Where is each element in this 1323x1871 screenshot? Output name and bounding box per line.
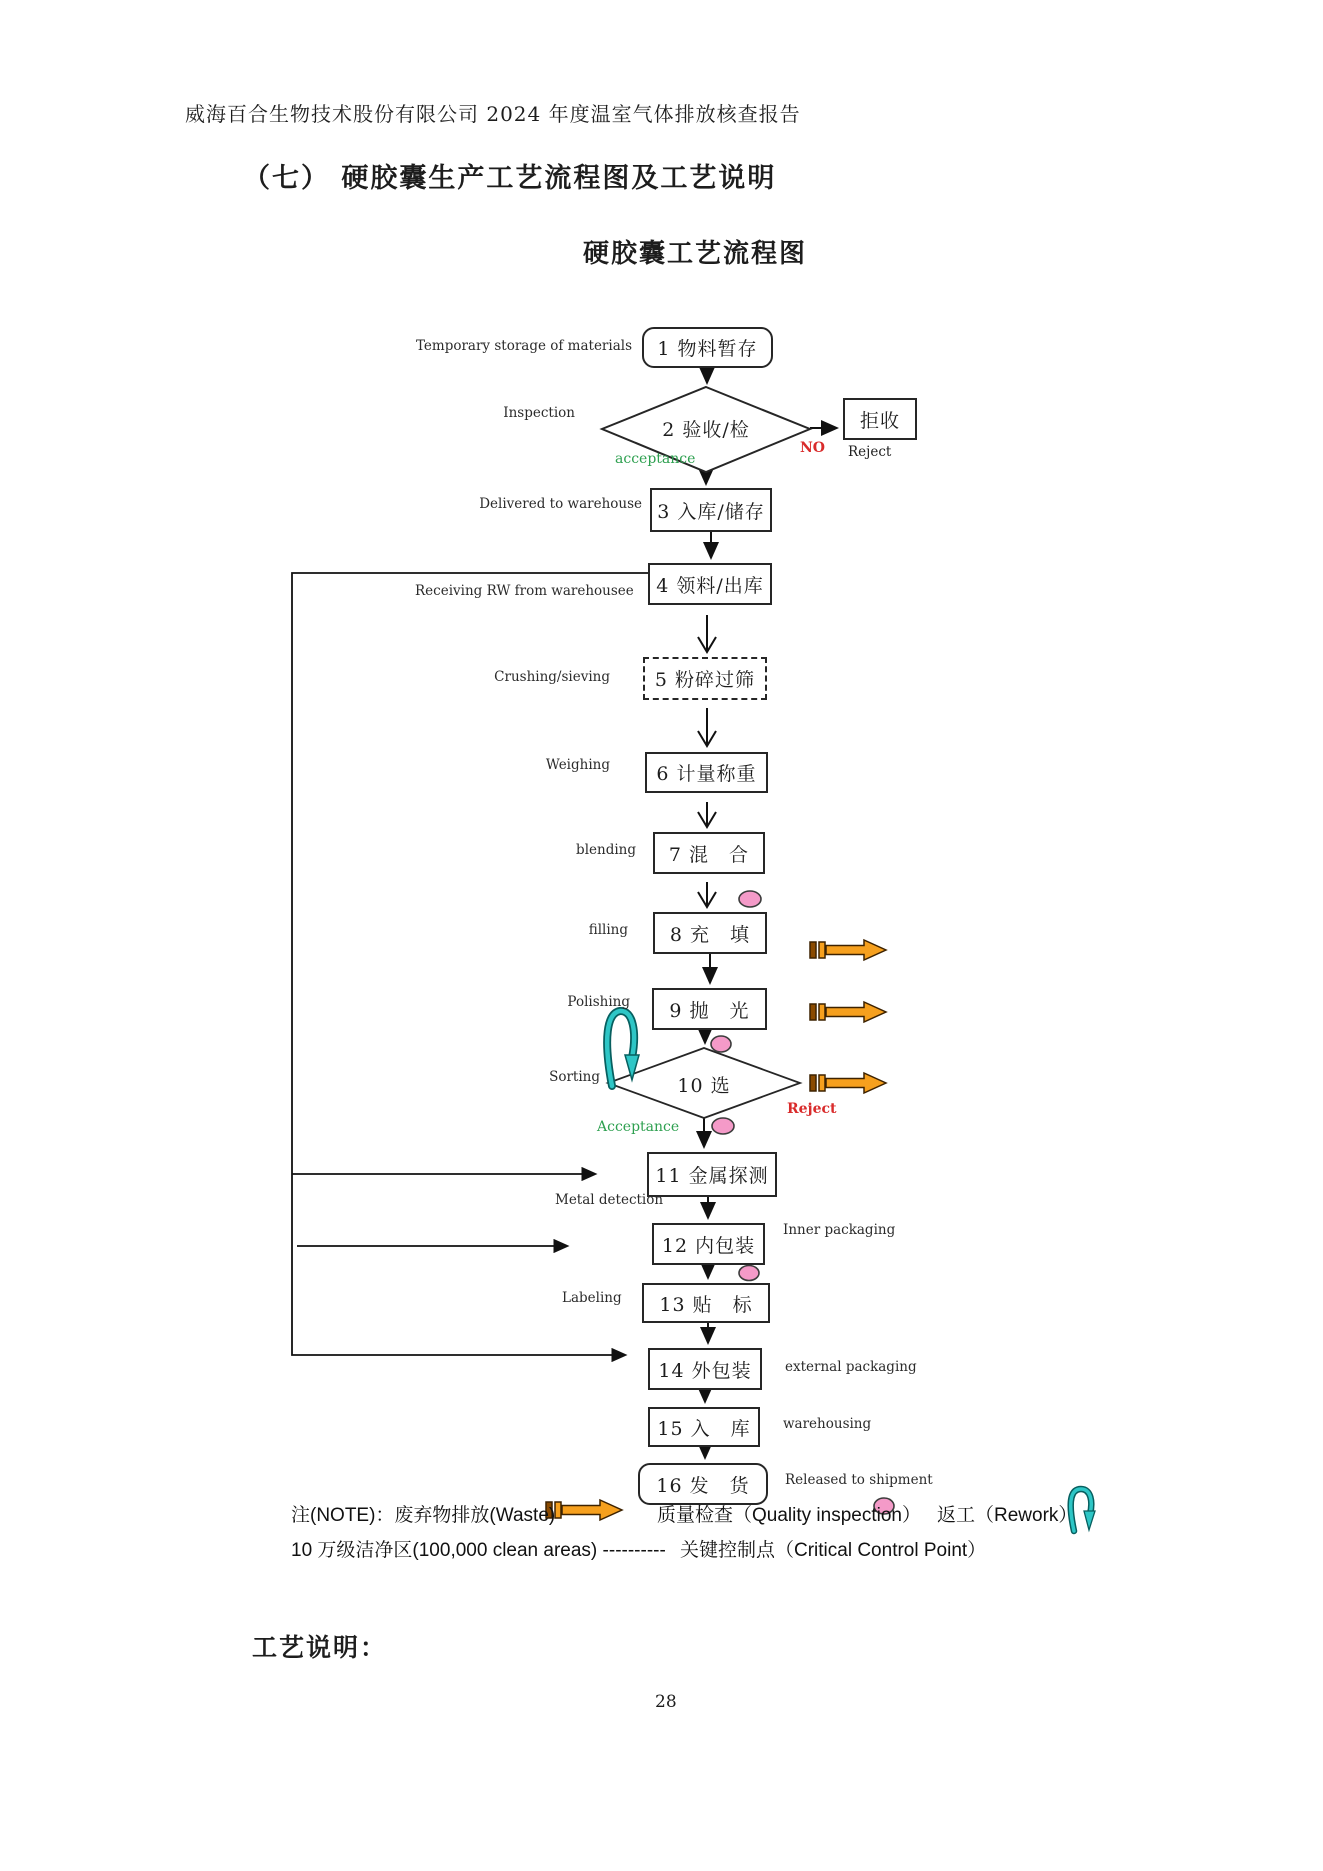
side-label-receiving: Receiving RW from warehousee xyxy=(415,583,634,599)
section-title: （七） 硬胶囊生产工艺流程图及工艺说明 xyxy=(243,163,777,194)
label-reject-red: Reject xyxy=(787,1101,837,1117)
legend-clean-area: 10 万级洁净区(100,000 clean areas) ---------- xyxy=(291,1540,666,1561)
report-header: 威海百合生物技术股份有限公司 2024 年度温室气体排放核查报告 xyxy=(185,102,801,126)
legend-ccp: 关键控制点（Critical Control Point） xyxy=(680,1540,987,1561)
side-label-released: Released to shipment xyxy=(785,1472,933,1488)
legend-rework: 返工（Rework） xyxy=(937,1505,1078,1526)
side-label-delivered: Delivered to warehouse xyxy=(479,496,642,512)
side-label-inspection: Inspection xyxy=(503,405,575,421)
side-label-warehousing: warehousing xyxy=(783,1416,872,1432)
flow-node-16: 16 发 货 xyxy=(638,1463,768,1505)
side-label-sorting: Sorting xyxy=(549,1069,600,1085)
side-label-weighing: Weighing xyxy=(545,757,610,773)
side-label-temporary-storage: Temporary storage of materials xyxy=(415,338,632,354)
flow-node-14: 14 外包装 xyxy=(648,1348,762,1390)
flow-node-4: 4 领料/出库 xyxy=(648,563,772,605)
flow-node-2-decision: 2 验收/检 xyxy=(662,419,750,441)
flow-node-8: 8 充 填 xyxy=(653,912,767,954)
flow-node-reject: 拒收 xyxy=(843,398,917,440)
page-number: 28 xyxy=(655,1692,677,1712)
flow-node-10-decision: 10 选 xyxy=(677,1075,731,1097)
flow-node-15: 15 入 库 xyxy=(648,1407,760,1447)
side-label-reject-box: Reject xyxy=(848,444,892,460)
flow-node-7: 7 混 合 xyxy=(653,832,765,874)
label-acceptance-upper: Acceptance xyxy=(597,1119,680,1135)
side-label-external-packaging: external packaging xyxy=(785,1359,917,1375)
side-label-polishing: Polishing xyxy=(567,994,630,1010)
flow-node-12: 12 内包装 xyxy=(652,1223,765,1265)
side-label-labeling: Labeling xyxy=(562,1290,622,1306)
label-acceptance-lower: acceptance xyxy=(615,451,696,467)
flow-node-9: 9 抛 光 xyxy=(652,988,767,1030)
legend-note-waste: 注(NOTE)：废弃物排放(Waste) xyxy=(291,1505,556,1526)
flow-node-1: 1 物料暂存 xyxy=(642,327,773,368)
label-no: NO xyxy=(800,440,825,456)
side-label-inner-packaging: Inner packaging xyxy=(783,1222,896,1238)
flow-node-3: 3 入库/储存 xyxy=(650,488,772,532)
legend-quality: 质量检查（Quality inspection） xyxy=(657,1505,921,1526)
flow-node-5: 5 粉碎过筛 xyxy=(643,657,767,700)
process-description-heading: 工艺说明： xyxy=(252,1633,388,1662)
flow-node-6: 6 计量称重 xyxy=(645,752,768,793)
flow-node-13: 13 贴 标 xyxy=(642,1283,770,1323)
side-label-blending: blending xyxy=(576,842,636,858)
flow-node-11: 11 金属探测 xyxy=(647,1152,777,1197)
side-label-crushing: Crushing/sieving xyxy=(494,669,610,685)
side-label-filling: filling xyxy=(588,922,628,938)
diagram-title: 硬胶囊工艺流程图 xyxy=(583,239,808,269)
side-label-metal-detection: Metal detection xyxy=(555,1192,664,1208)
